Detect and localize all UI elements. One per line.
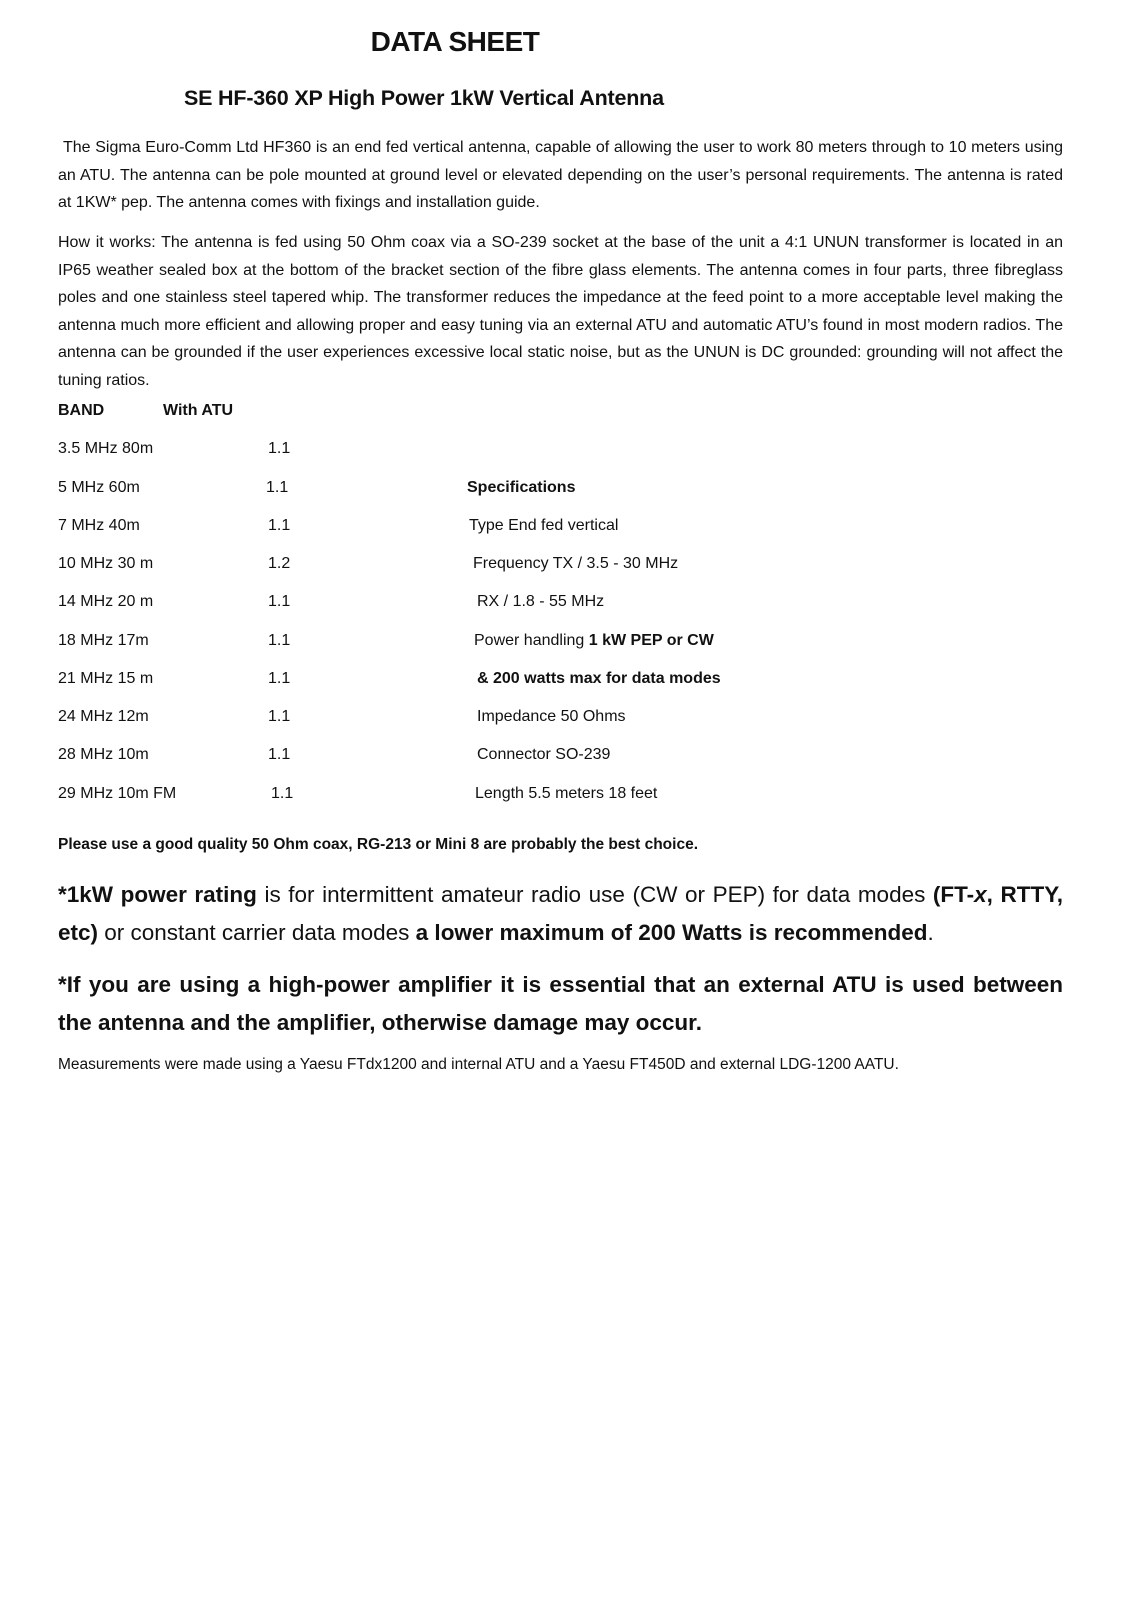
table-cell-band: 21 MHz 15 m xyxy=(58,670,154,687)
table-cell-atu: 1.1 xyxy=(268,632,291,649)
power-rating-ftx-bold: (FT- xyxy=(932,882,975,907)
power-rating-text2: or constant carrier data modes xyxy=(98,920,416,945)
table-cell-band: 28 MHz 10m xyxy=(58,746,149,763)
spec-power-value: 1 kW PEP or CW xyxy=(588,632,714,649)
power-rating-end: . xyxy=(927,920,934,945)
spec-connector: Connector SO-239 xyxy=(477,746,611,763)
page-title: DATA SHEET xyxy=(370,26,540,57)
power-rating-text: is for intermittent amateur radio use (CW or PEP) for data modes xyxy=(256,882,933,907)
spec-power-label: Power handling xyxy=(474,632,589,649)
spec-type: Type End fed vertical xyxy=(469,517,619,534)
table-cell-atu: 1.1 xyxy=(268,440,291,457)
table-cell-band: 24 MHz 12m xyxy=(58,708,149,725)
power-rating-max-bold: a lower maximum of 200 Watts is recommended xyxy=(415,920,928,945)
table-cell-atu: 1.2 xyxy=(268,555,291,572)
coax-note: Please use a good quality 50 Ohm coax, RG-213 or Mini 8 are probably the best choice. xyxy=(58,836,699,853)
product-subtitle: SE HF-360 XP High Power 1kW Vertical Antenna xyxy=(184,86,664,110)
table-cell-atu: 1.1 xyxy=(268,670,291,687)
table-cell-band: 29 MHz 10m FM xyxy=(58,785,177,802)
spec-data-modes: & 200 watts max for data modes xyxy=(477,670,721,687)
table-header-with-atu: With ATU xyxy=(163,402,234,419)
table-cell-atu: 1.1 xyxy=(271,785,294,802)
spec-length: Length 5.5 meters 18 feet xyxy=(475,785,658,802)
amplifier-warning: *If you are using a high-power amplifier it is essential that an external ATU is used between the antenna and the amplifier, otherwise damage may occur. xyxy=(58,972,1063,1035)
table-cell-band: 10 MHz 30 m xyxy=(58,555,154,572)
power-rating-rtty-bold: , RTTY, etc) xyxy=(58,882,1063,945)
table-header-band: BAND xyxy=(58,402,105,419)
table-cell-atu: 1.1 xyxy=(268,593,291,610)
spec-impedance: Impedance 50 Ohms xyxy=(477,708,626,725)
table-cell-band: 3.5 MHz 80m xyxy=(58,440,154,457)
spec-frequency-tx: Frequency TX / 3.5 - 30 MHz xyxy=(473,555,679,572)
specifications-heading: Specifications xyxy=(467,479,576,496)
table-cell-band: 5 MHz 60m xyxy=(58,479,140,496)
spec-power-handling xyxy=(474,632,714,650)
table-cell-band: 18 MHz 17m xyxy=(58,632,149,649)
measurements-note: Measurements were made using a Yaesu FTdx1200 and internal ATU and a Yaesu FT450D and external LDG-1200 AATU. xyxy=(58,1056,899,1073)
table-cell-atu: 1.1 xyxy=(268,708,291,725)
spec-frequency-rx: RX / 1.8 - 55 MHz xyxy=(477,593,605,610)
power-rating-ftx-italic: x xyxy=(974,882,987,907)
table-cell-band: 14 MHz 20 m xyxy=(58,593,154,610)
table-cell-atu: 1.1 xyxy=(266,479,289,496)
power-rating-bold: *1kW power rating xyxy=(58,882,257,907)
table-cell-band: 7 MHz 40m xyxy=(58,517,140,534)
table-cell-atu: 1.1 xyxy=(268,746,291,763)
table-cell-atu: 1.1 xyxy=(268,517,291,534)
intro-paragraph: The Sigma Euro-Comm Ltd HF360 is an end fed vertical antenna, capable of allowing the user to work 80 meters through to 10 meters using an ATU. The antenna can be pole mounted at ground level or elevated depending on the user’s personal requirements. The antenna is rated at 1KW* pep. The antenna comes with fixings and installation guide. xyxy=(58,139,1063,211)
how-it-works-paragraph: How it works: The antenna is fed using 50 Ohm coax via a SO-239 socket at the base of the unit a 4:1 UNUN transformer is located in an IP65 weather sealed box at the bottom of the bracket section of the fibre glass elements. The antenna comes in four parts, three fibreglass poles and one stainless steel tapered whip. The transformer reduces the impedance at the feed point to a more acceptable level making the antenna much more efficient and allowing proper and easy tuning via an external ATU and automatic ATU’s found in most modern radios. The antenna can be grounded if the user experiences excessive local static noise, but as the UNUN is DC grounded: grounding will not affect the tuning ratios. xyxy=(58,234,1063,389)
power-rating-note xyxy=(58,876,1063,952)
